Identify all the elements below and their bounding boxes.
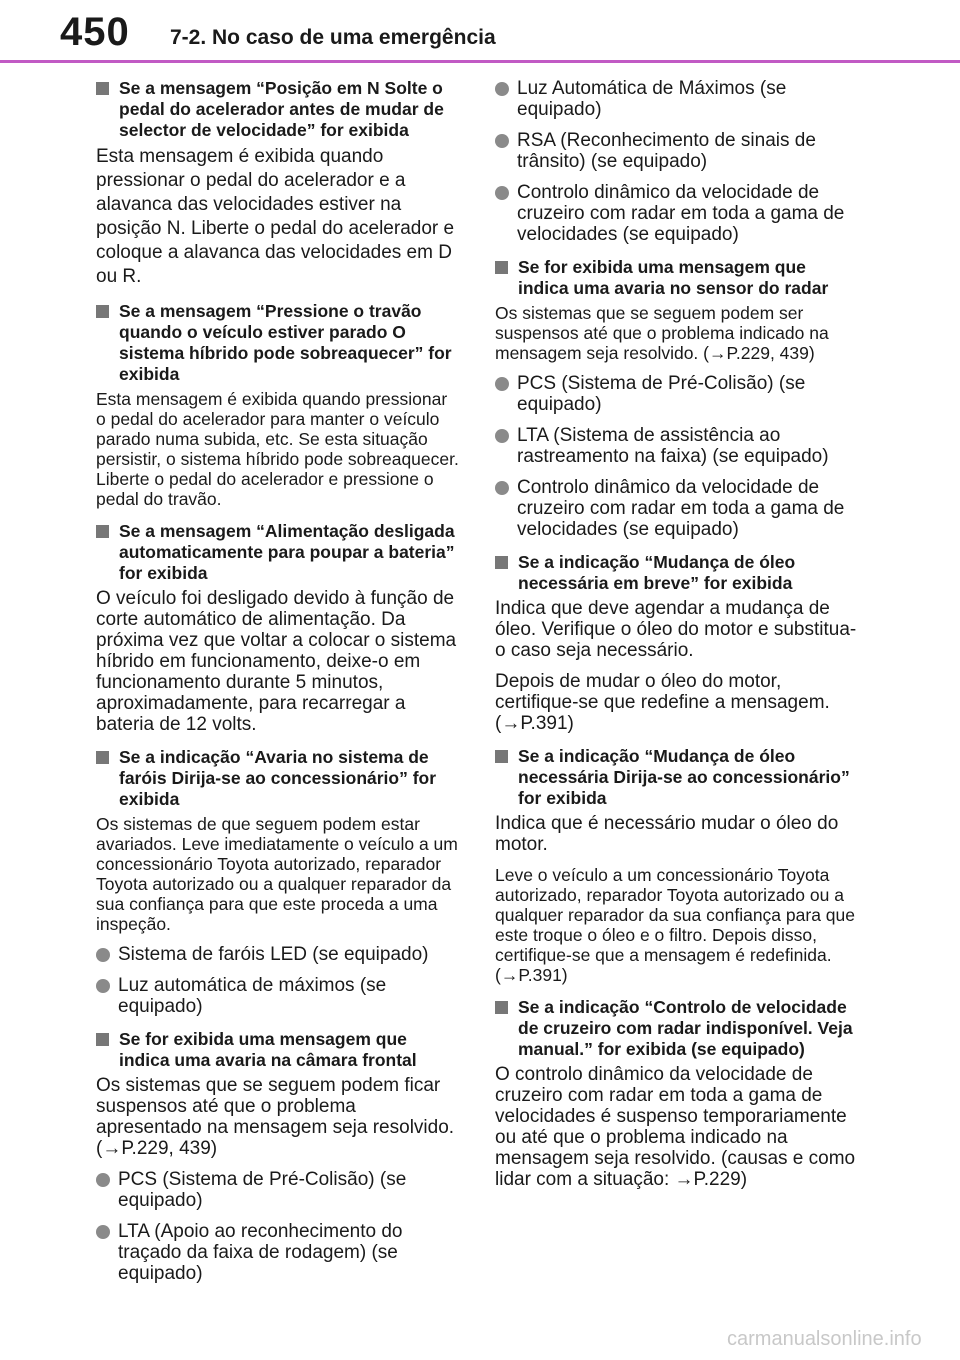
round-bullet-icon — [96, 948, 110, 962]
square-bullet-icon — [96, 1033, 109, 1046]
section-body: Esta mensagem é exibida quando pressionar o pedal do acelerador e a alavanca das velocidades estiver na posição N. Liberte o pedal do acelerador e coloque a alavanca das velocidades em D ou R. — [96, 146, 455, 287]
section-body: Indica que é necessário mudar o óleo do motor. — [495, 813, 839, 855]
square-bullet-icon — [495, 556, 508, 569]
section-body: O controlo dinâmico da velocidade de cruzeiro com radar em toda a gama de velocidades é suspenso temporariamente ou até que o problema indicado na mensagem seja resolvido. (causas e como lidar com a situação: →P.229) — [495, 1064, 856, 1190]
section-pressione-travao — [96, 301, 461, 509]
round-bullet-icon — [96, 1173, 110, 1187]
section-body: Depois de mudar o óleo do motor, certifique-se que redefine a mensagem. (→P.391) — [495, 671, 830, 734]
round-bullet-icon — [495, 429, 509, 443]
continued-bullets — [495, 78, 860, 245]
list-item: PCS (Sistema de Pré-Colisão) (se equipado) — [96, 1169, 461, 1211]
list-item: LTA (Apoio ao reconhecimento do traçado da faixa de rodagem) (se equipado) — [96, 1221, 461, 1284]
section-alimentacao-desligada — [96, 521, 461, 735]
watermark: carmanualsonline.info — [727, 1328, 922, 1350]
section-avaria-camara — [96, 1029, 461, 1284]
square-bullet-icon — [96, 82, 109, 95]
section-body: Os sistemas que se seguem podem ficar suspensos até que o problema apresentado na mensagem seja resolvido. (→P.229, 439) — [96, 1075, 455, 1159]
list-item: PCS (Sistema de Pré-Colisão) (se equipado) — [495, 373, 860, 415]
square-bullet-icon — [96, 525, 109, 538]
section-posicao-n — [96, 78, 461, 289]
section-title: 7-2. No caso de uma emergência — [170, 26, 496, 49]
section-heading: Se for exibida uma mensagem que indica uma avaria no sensor do radar — [495, 257, 860, 299]
section-body: Leve o veículo a um concessionário Toyota autorizado, reparador Toyota autorizado ou a qualquer reparador da sua confiança para que este troque o óleo e o filtro. Depois disso, certifique-se que a mensagem é redefinida. (→P.391) — [495, 865, 855, 985]
section-body: Os sistemas de que seguem podem estar avariados. Leve imediatamente o veículo a um concessionário Toyota autorizado, reparador Toyota autorizado ou a qualquer reparador da sua confiança para que este proceda a uma inspeção. — [96, 814, 458, 934]
section-avaria-radar — [495, 257, 860, 540]
section-body: Indica que deve agendar a mudança de óleo. Verifique o óleo do motor e substitua-o caso seja necessário. — [495, 598, 857, 661]
right-column — [495, 78, 860, 1202]
round-bullet-icon — [495, 481, 509, 495]
section-body: O veículo foi desligado devido à função de corte automático de alimentação. Da próxima vez que voltar a colocar o sistema híbrido em funcionamento, deixe-o em funcionamento durante 5 minutos, aproximadamente, para recarregar a bateria de 12 volts. — [96, 588, 457, 735]
section-heading: Se a mensagem “Posição em N Solte o pedal do acelerador antes de mudar de selector de velocidade” for exibida — [96, 78, 461, 141]
section-heading: Se a indicação “Mudança de óleo necessária em breve” for exibida — [495, 552, 860, 594]
square-bullet-icon — [495, 750, 508, 763]
round-bullet-icon — [96, 979, 110, 993]
header-divider — [0, 60, 960, 63]
section-avaria-farois — [96, 747, 461, 1017]
square-bullet-icon — [96, 751, 109, 764]
round-bullet-icon — [495, 377, 509, 391]
round-bullet-icon — [495, 82, 509, 96]
section-body: Esta mensagem é exibida quando pressionar o pedal do acelerador para manter o veículo parado numa subida, etc. Se esta situação persistir, o sistema híbrido pode sobreaquecer. Liberte o pedal do acelerador e pressione o pedal do travão. — [96, 389, 459, 509]
round-bullet-icon — [495, 134, 509, 148]
section-heading: Se for exibida uma mensagem que indica uma avaria na câmara frontal — [96, 1029, 461, 1071]
page-number: 450 — [60, 10, 130, 54]
section-heading: Se a indicação “Controlo de velocidade de cruzeiro com radar indisponível. Veja manual.” for exibida (se equipado) — [495, 997, 860, 1060]
section-body: Os sistemas que se seguem podem ser suspensos até que o problema indicado na mensagem seja resolvido. (→P.229, 439) — [495, 303, 829, 363]
section-cruzeiro-radar — [495, 997, 860, 1190]
list-item: RSA (Reconhecimento de sinais de trânsito) (se equipado) — [495, 130, 860, 172]
square-bullet-icon — [495, 261, 508, 274]
list-item: Sistema de faróis LED (se equipado) — [96, 944, 461, 965]
square-bullet-icon — [96, 305, 109, 318]
list-item: Controlo dinâmico da velocidade de cruzeiro com radar em toda a gama de velocidades (se equipado) — [495, 477, 860, 540]
section-heading: Se a indicação “Mudança de óleo necessária Dirija-se ao concessionário” for exibida — [495, 746, 860, 809]
section-heading: Se a mensagem “Alimentação desligada automaticamente para poupar a bateria” for exibida — [96, 521, 461, 584]
list-item: LTA (Sistema de assistência ao rastreamento na faixa) (se equipado) — [495, 425, 860, 467]
page-header — [0, 0, 960, 68]
section-oleo-breve — [495, 552, 860, 734]
list-item: Luz Automática de Máximos (se equipado) — [495, 78, 860, 120]
left-column — [96, 78, 461, 1296]
list-item: Luz automática de máximos (se equipado) — [96, 975, 461, 1017]
list-item: Controlo dinâmico da velocidade de cruzeiro com radar em toda a gama de velocidades (se equipado) — [495, 182, 860, 245]
square-bullet-icon — [495, 1001, 508, 1014]
section-heading: Se a mensagem “Pressione o travão quando o veículo estiver parado O sistema híbrido pode sobreaquecer” for exibida — [96, 301, 461, 385]
section-heading: Se a indicação “Avaria no sistema de faróis Dirija-se ao concessionário” for exibida — [96, 747, 461, 810]
round-bullet-icon — [495, 186, 509, 200]
section-oleo-concessionario — [495, 746, 860, 985]
round-bullet-icon — [96, 1225, 110, 1239]
